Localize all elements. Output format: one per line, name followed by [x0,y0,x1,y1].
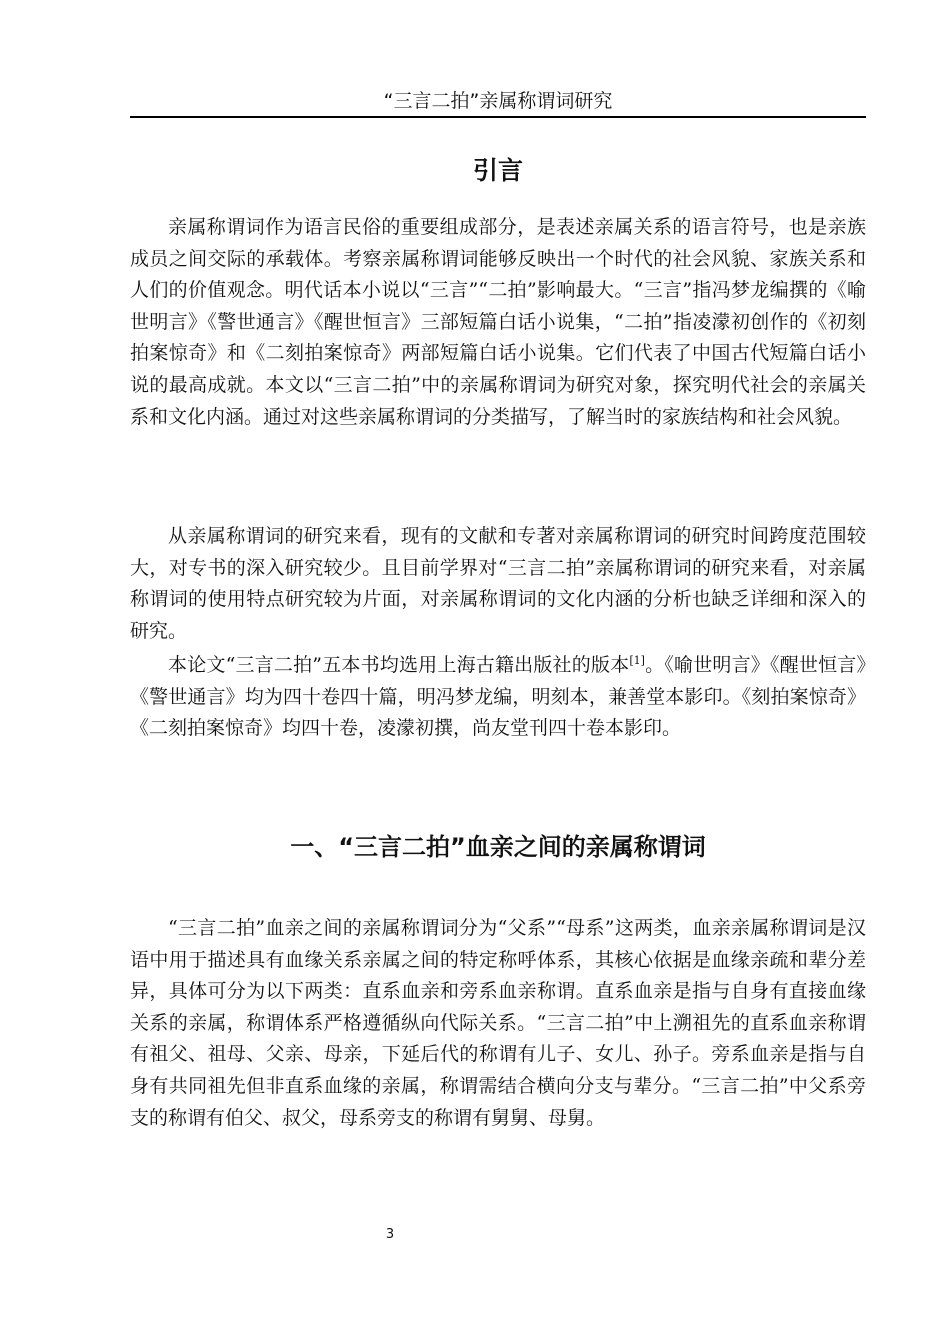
section-1-heading: 一、“三言二拍”血亲之间的亲属称谓词 [290,833,706,861]
running-header-title: “三言二拍”亲属称谓词研究 [383,90,613,112]
section-1-paragraph-1: “三言二拍”血亲之间的亲属称谓词分为“父系”“母系”这两类，血亲亲属称谓词是汉语中用于描述具有血缘关系亲属之间的特定称呼体系，其核心依据是血缘亲疏和辈分差异，具体可分为以下两类：直系血亲和旁系血亲称谓。直系血亲是指与自身有直接血缘关系的亲属，称谓体系严格遵循纵向代际关系。“三言二拍”中上溯祖先的直系血亲称谓有祖父、祖母、父亲、母亲，下延后代的称谓有儿子、女儿、孙子。旁系血亲是指与自身有共同祖先但非直系血缘的亲属，称谓需结合横向分支与辈分。“三言二拍”中父系旁支的称谓有伯父、叔父，母系旁支的称谓有舅舅、母舅。 [130,917,866,1129]
page-number: 3 [385,1227,395,1242]
intro-paragraph-1: 亲属称谓词作为语言民俗的重要组成部分，是表述亲属关系的语言符号，也是亲族成员之间交际的承载体。考察亲属称谓词能够反映出一个时代的社会风貌、家族关系和人们的价值观念。明代话本小说以“三言”“二拍”影响最大。“三言”指冯梦龙编撰的《喻世明言》《警世通言》《醒世恒言》三部短篇白话小说集，“二拍”指凌濛初创作的《初刻拍案惊奇》和《二刻拍案惊奇》两部短篇白话小说集。它们代表了中国古代短篇白话小说的最高成就。本文以“三言二拍”中的亲属称谓词为研究对象，探究明代社会的亲属关系和文化内涵。通过对这些亲属称谓词的分类描写，了解当时的家族结构和社会风貌。 [130,216,866,428]
intro-paragraph-3 [130,650,866,745]
intro-heading: 引言 [472,156,523,185]
citation-ref: [1] [629,654,645,667]
header-rule [130,116,866,118]
intro-paragraph-2: 从亲属称谓词的研究来看，现有的文献和专著对亲属称谓词的研究时间跨度范围较大，对专书的深入研究较少。且目前学界对“三言二拍”亲属称谓词的研究来看，对亲属称谓词的使用特点研究较为片面，对亲属称谓词的文化内涵的分析也缺乏详细和深入的研究。 [130,525,866,642]
intro-paragraph-3-text-a: 本论文“三言二拍”五本书均选用上海古籍出版社的版本 [168,654,630,676]
intro-paragraph-3-text-b: 。《喻世明言》《醒世恒言》《警世通言》均为四十卷四十篇，明冯梦龙编，明刻本，兼善堂本影印。《刻拍案惊奇》《二刻拍案惊奇》均四十卷，凌濛初撰，尚友堂刊四十卷本影印。 [130,654,866,740]
